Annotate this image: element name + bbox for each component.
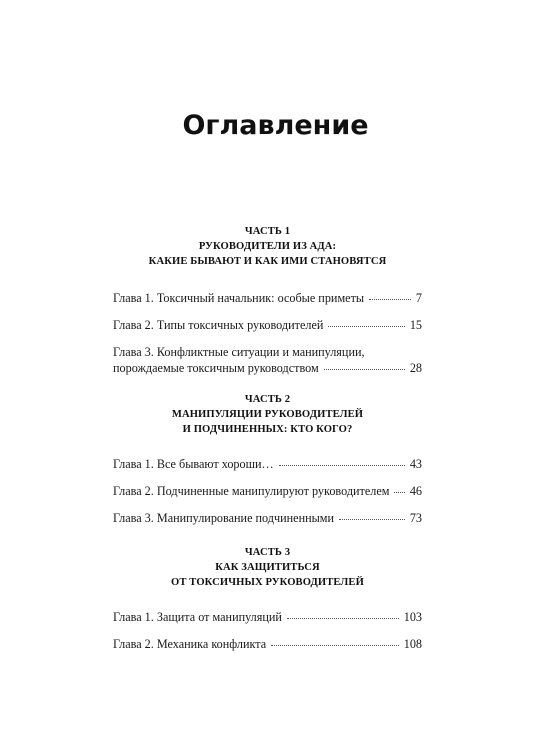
part-heading (113, 392, 422, 437)
toc-entry[interactable] (113, 636, 422, 652)
part-number: ЧАСТЬ 2 (244, 394, 291, 405)
page-number: 7 (415, 291, 422, 305)
dot-leader (271, 645, 399, 646)
page-number: 108 (403, 637, 422, 651)
chapter-title: Глава 1. Токсичный начальник: особые приметы (113, 291, 365, 305)
chapter-title: Глава 2. Типы токсичных руководителей (113, 318, 324, 332)
chapter-title: Глава 1. Защита от манипуляций (113, 610, 282, 624)
chapter-title: Глава 2. Подчиненные манипулируют руководителем (113, 484, 390, 498)
dot-leader (287, 618, 399, 619)
page-number: 73 (409, 511, 422, 525)
chapter-title: Глава 1. Все бывают хороши… (113, 457, 274, 471)
dot-leader (394, 492, 404, 493)
toc-entry[interactable] (113, 317, 422, 333)
chapter-title: порождаемые токсичным руководством (113, 361, 319, 375)
dot-leader (369, 299, 411, 300)
part-title-line: И ПОДЧИНЕННЫХ: КТО КОГО? (182, 424, 353, 435)
page-number: 46 (409, 484, 422, 498)
chapter-title-line: Глава 3. Конфликтные ситуации и манипуляции, (113, 345, 365, 359)
part-title-line: КАКИЕ БЫВАЮТ И КАК ИМИ СТАНОВЯТСЯ (148, 256, 387, 267)
dot-leader (279, 465, 405, 466)
dot-leader (328, 326, 404, 327)
chapter-title: Глава 3. Манипулирование подчиненными (113, 511, 335, 525)
part-title-line: РУКОВОДИТЕЛИ ИЗ АДА: (198, 241, 337, 252)
page-number: 15 (409, 318, 422, 332)
part-title-line: МАНИПУЛЯЦИИ РУКОВОДИТЕЛЕЙ (171, 409, 364, 420)
toc-entry[interactable] (113, 483, 422, 499)
toc-entry[interactable] (113, 456, 422, 472)
page-number: 28 (409, 361, 422, 375)
part-heading (113, 224, 422, 269)
toc-entry[interactable] (113, 344, 422, 376)
table-of-contents (113, 224, 422, 652)
page-title: Оглавление (182, 110, 369, 141)
toc-entry[interactable] (113, 609, 422, 625)
part-title-line: ОТ ТОКСИЧНЫХ РУКОВОДИТЕЛЕЙ (171, 577, 364, 588)
dot-leader (324, 369, 405, 370)
dot-leader (339, 519, 405, 520)
toc-entry[interactable] (113, 290, 422, 306)
page-number: 103 (403, 610, 422, 624)
part-number: ЧАСТЬ 1 (244, 226, 291, 237)
part-number: ЧАСТЬ 3 (244, 547, 291, 558)
page-number: 43 (409, 457, 422, 471)
chapter-title: Глава 2. Механика конфликта (113, 637, 267, 651)
toc-entry[interactable] (113, 510, 422, 526)
part-heading (113, 545, 422, 590)
part-title-line: КАК ЗАЩИТИТЬСЯ (215, 562, 320, 573)
